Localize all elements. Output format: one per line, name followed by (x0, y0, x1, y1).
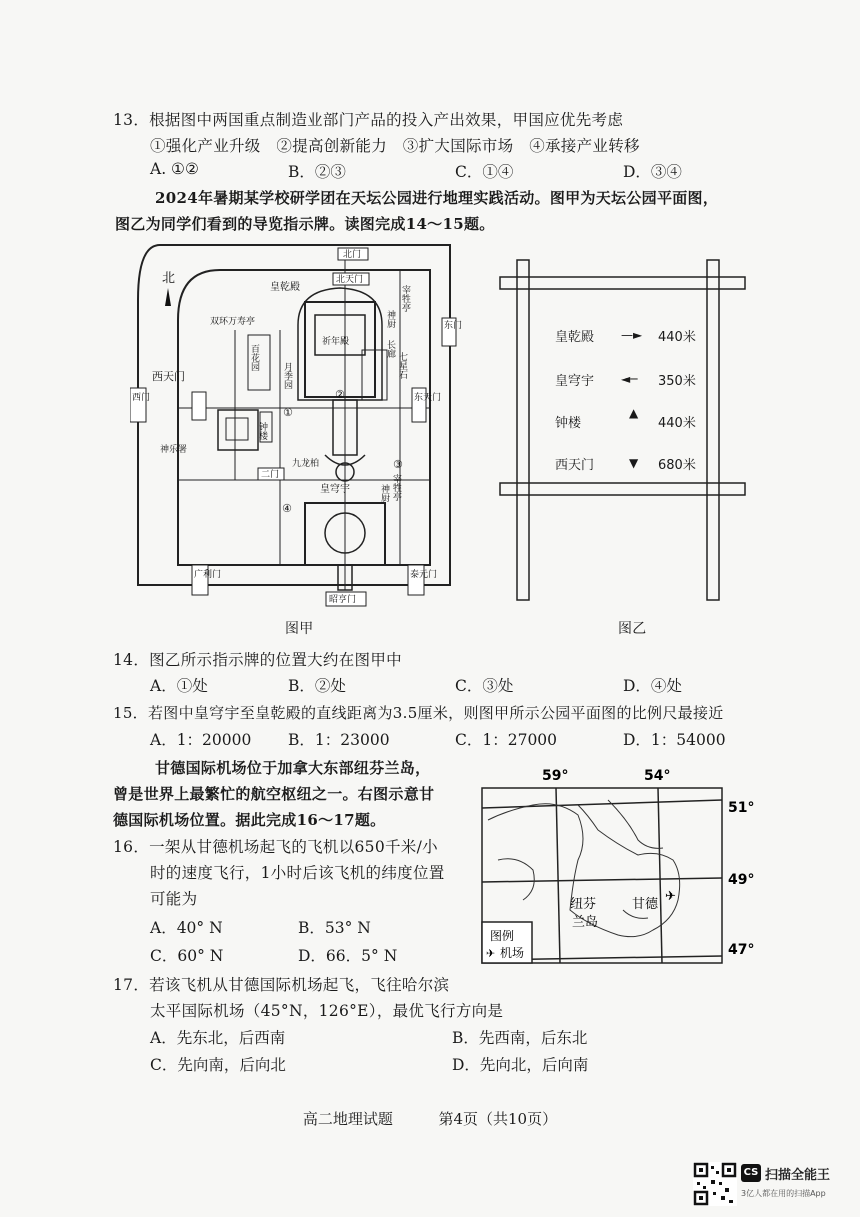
label-shenchu2: 神厨 (379, 484, 389, 502)
arrow-west-icon: ◄─ (621, 372, 638, 386)
sign-name-1: 皇穹宇 (555, 374, 595, 389)
label-dongtianmen: 东天门 (414, 393, 442, 403)
sign-name-3: 西天门 (555, 458, 595, 473)
label-huangqiongyu: 皇穹宇 (320, 484, 350, 495)
intro1-line2: 图乙为同学们看到的导览指示牌。读图完成14～15题。 (115, 215, 495, 233)
sign-dist-2: 440米 (658, 416, 696, 431)
arrow-north-icon: ▲ (629, 406, 639, 420)
label-beimen: 北门 (343, 250, 362, 260)
label-qixingshi: 七星石 (397, 352, 407, 379)
label-taiyuan: 泰元门 (410, 570, 438, 580)
q17-option-a: A．先东北，后西南 (150, 1029, 286, 1047)
newfoundland-map (478, 760, 768, 970)
q16-option-b: B．53° N (298, 919, 371, 937)
q15-option-a: A．1：20000 (150, 731, 252, 749)
q17-line2: 太平国际机场（45°N，126°E），最优飞行方向是 (150, 1002, 504, 1020)
label-huangqiandian: 皇乾殿 (270, 282, 300, 293)
intro1-line1: 2024年暑期某学校研学团在天坛公园进行地理实践活动。图甲为天坛公园平面图， (155, 189, 719, 207)
sign-dist-1: 350米 (658, 374, 696, 389)
label-qiniandian: 祈年殿 (322, 337, 350, 347)
q15-option-d: D．1：54000 (623, 731, 726, 749)
north-label: 北 (162, 271, 176, 286)
caption-jia: 图甲 (285, 621, 314, 637)
label-zhonglou: 钟楼 (257, 422, 267, 440)
q16-option-c: C．60° N (150, 947, 224, 965)
label-guangli: 广利门 (194, 570, 222, 580)
sign-dist-3: 680米 (658, 458, 696, 473)
label-dongmen: 东门 (444, 321, 463, 331)
scanner-watermark (693, 1160, 853, 1210)
q16-line2: 时的速度飞行，1小时后该飞机的纬度位置 (150, 864, 445, 882)
label-jiulongbai: 九龙柏 (292, 459, 320, 469)
label-beitianmen: 北天门 (336, 275, 364, 285)
lon-59: 59° (542, 768, 569, 784)
marker-3: ③ (393, 458, 403, 471)
q13-option-b: B．②③ (288, 163, 346, 181)
q16-line1: 16．一架从甘德机场起飞的飞机以650千米/小 (113, 838, 438, 856)
marker-4: ④ (282, 502, 292, 515)
intro2-line1: 甘德国际机场位于加拿大东部纽芬兰岛， (155, 759, 431, 777)
label-shuanghuan: 双环万寿亭 (210, 317, 256, 327)
gander-label: 甘德 (632, 897, 659, 912)
camscanner-logo: CS (741, 1164, 761, 1182)
label-changlang: 长廊 (385, 340, 395, 358)
sign-name-0: 皇乾殿 (555, 330, 595, 345)
q16-option-d: D．66．5° N (298, 947, 398, 965)
legend-item: 机场 (500, 946, 525, 960)
q15-option-c: C．1：27000 (455, 731, 558, 749)
label-yuejiyuan: 月季园 (282, 362, 292, 389)
airport-icon: ✈ (665, 889, 676, 904)
page-footer (0, 1108, 860, 1129)
sign-dist-0: 440米 (658, 330, 696, 345)
intro2-line3: 德国际机场位置。据此完成16～17题。 (113, 811, 386, 829)
footer-page: 第4页（共10页） (438, 1110, 558, 1128)
q15-stem: 15．若图中皇穹宇至皇乾殿的直线距离为3.5厘米，则图甲所示公园平面图的比例尺最接近 (113, 704, 724, 722)
q14-option-c: C．③处 (455, 677, 514, 695)
q14-option-b: B．②处 (288, 677, 346, 695)
q17-option-d: D．先向北，后向南 (452, 1056, 589, 1074)
label-ershimen: 二门 (261, 470, 280, 480)
label-shenchu: 神厨 (385, 310, 395, 328)
tiantan-park-map (130, 240, 470, 610)
footer-title: 高二地理试题 (302, 1110, 393, 1128)
scanner-brand: 扫描全能王 (765, 1168, 831, 1183)
lat-49: 49° (728, 872, 755, 888)
marker-2: ② (335, 388, 345, 401)
lat-47: 47° (728, 942, 755, 958)
q13-option-c: C．①④ (455, 163, 514, 181)
label-shenyueshu: 神乐署 (160, 445, 188, 455)
label-ximen: 西门 (132, 393, 151, 403)
legend-title: 图例 (490, 929, 515, 943)
qr-code-icon (693, 1162, 737, 1206)
q16-line3: 可能为 (150, 890, 198, 908)
island-label-2: 兰岛 (572, 915, 599, 930)
q13-option-a: A. ①② (150, 160, 199, 178)
lon-54: 54° (644, 768, 671, 784)
label-zaishengting: 宰牲亭 (400, 285, 410, 312)
q17-line1: 17．若该飞机从甘德国际机场起飞，飞往哈尔滨 (113, 976, 450, 994)
q14-stem: 14．图乙所示指示牌的位置大约在图甲中 (113, 651, 402, 669)
scanner-tagline: 3亿人都在用的扫描App (741, 1189, 826, 1198)
q13-items: ①强化产业升级 ②提高创新能力 ③扩大国际市场 ④承接产业转移 (150, 137, 640, 155)
q17-option-c: C．先向南，后向北 (150, 1056, 286, 1074)
marker-1: ① (283, 406, 293, 419)
q17-option-b: B．先西南，后东北 (452, 1029, 588, 1047)
label-zhaoheng: 昭亨门 (329, 595, 357, 605)
q16-option-a: A．40° N (150, 919, 223, 937)
north-arrow-icon (165, 288, 171, 306)
q13-stem: 13．根据图中两国重点制造业部门产品的投入产出效果，甲国应优先考虑 (113, 111, 624, 129)
sign-name-2: 钟楼 (555, 416, 582, 431)
island-label-1: 纽芬 (570, 897, 597, 912)
lat-51: 51° (728, 800, 755, 816)
q13-option-d: D．③④ (623, 163, 682, 181)
legend-airport-icon: ✈ (486, 947, 496, 960)
label-xitianmen: 西天门 (152, 370, 185, 383)
guide-sign (495, 255, 750, 605)
label-zaishengting2: 宰牲亭 (391, 474, 401, 501)
q14-option-d: D．④处 (623, 677, 682, 695)
arrow-east-icon: —► (621, 328, 643, 342)
q14-option-a: A．①处 (150, 677, 208, 695)
label-baihuayuan: 百花园 (249, 344, 259, 371)
caption-yi: 图乙 (618, 621, 647, 637)
arrow-south-icon: ▼ (629, 456, 639, 470)
intro2-line2: 曾是世界上最繁忙的航空枢纽之一。右图示意甘 (113, 785, 435, 803)
q15-option-b: B．1：23000 (288, 731, 390, 749)
